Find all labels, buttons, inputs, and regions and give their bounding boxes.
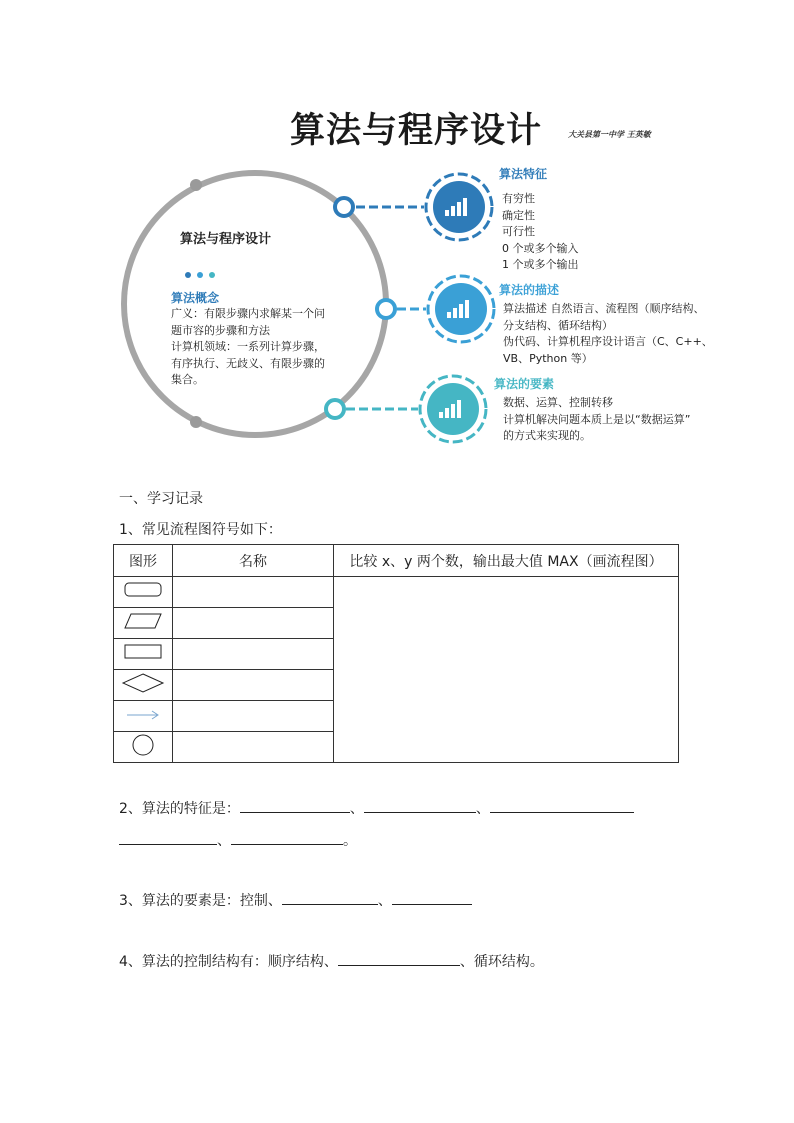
description-line: VB、Python 等） <box>503 351 593 365</box>
question-2 <box>119 798 634 818</box>
arrow-icon <box>123 705 163 723</box>
separator: 、 <box>349 801 364 817</box>
description-list <box>503 301 713 367</box>
elements-title: 算法的要素 <box>494 377 555 391</box>
dot-2 <box>197 272 203 278</box>
answer-blank[interactable] <box>490 798 634 813</box>
center-title: 算法与程序设计 <box>180 232 272 247</box>
answer-blank[interactable] <box>231 830 343 845</box>
flowchart-drawing-area[interactable] <box>334 577 679 763</box>
separator: 、 <box>475 801 490 817</box>
table-row <box>114 577 679 608</box>
concept-title: 算法概念 <box>171 291 220 305</box>
symbol-cell <box>114 577 173 608</box>
description-line: 算法描述 自然语言、流程图（顺序结构、 <box>503 302 705 315</box>
header-drawing: 比较 x、y 两个数，输出最大值 MAX（画流程图） <box>334 545 679 577</box>
concept-line: 计算机领域：一系列计算步骤， <box>171 340 325 353</box>
name-input-cell[interactable] <box>173 608 334 639</box>
table-header-row <box>114 545 679 577</box>
rectangle-icon <box>123 643 163 661</box>
description-line: 伪代码、计算机程序设计语言（C、C++、 <box>503 335 713 348</box>
question-4-suffix: 、循环结构。 <box>459 954 544 970</box>
ring-dot-bottom <box>190 416 202 428</box>
period: 。 <box>343 833 357 849</box>
concept-line: 广义：有限步骤内求解某一个问 <box>171 307 325 320</box>
elements-line: 计算机解决问题本质上是以“数据运算” <box>503 412 691 426</box>
elements-line: 数据、运算、控制转移 <box>503 396 613 409</box>
concept-text <box>171 306 351 389</box>
page-title: 算法与程序设计 <box>290 111 543 151</box>
question-2-prefix: 2、算法的特征是： <box>119 801 240 817</box>
separator: 、 <box>217 833 231 849</box>
name-input-cell[interactable] <box>173 639 334 670</box>
question-3-prefix: 3、算法的要素是：控制、 <box>119 893 282 909</box>
description-line: 分支结构、循环结构） <box>503 318 613 332</box>
question-1: 1、常见流程图符号如下： <box>119 522 282 538</box>
node-description <box>377 300 395 318</box>
answer-blank[interactable] <box>240 798 350 813</box>
separator: 、 <box>377 893 392 909</box>
mindmap-graphic <box>0 0 794 460</box>
dot-1 <box>185 272 191 278</box>
node-features <box>335 198 353 216</box>
parallelogram-icon <box>123 612 163 630</box>
question-3 <box>119 890 472 910</box>
symbol-cell <box>114 639 173 670</box>
name-input-cell[interactable] <box>173 732 334 763</box>
rounded-rectangle-icon <box>123 581 163 599</box>
dot-3 <box>209 272 215 278</box>
concept-line: 题市容的步骤和方法 <box>171 323 270 337</box>
node-elements <box>326 400 344 418</box>
ring-dot-top <box>190 179 202 191</box>
author-line: 大关县第一中学 王英敏 <box>568 129 651 139</box>
flowchart-symbol-table <box>113 544 679 763</box>
answer-blank[interactable] <box>282 890 378 905</box>
header-shape: 图形 <box>114 545 173 577</box>
features-item: 可行性 <box>502 225 535 238</box>
answer-blank[interactable] <box>119 830 217 845</box>
concept-line: 有序执行、无歧义、有限步骤的 <box>171 356 325 370</box>
features-item: 有穷性 <box>502 192 535 205</box>
circle-icon <box>128 733 158 757</box>
answer-blank[interactable] <box>364 798 476 813</box>
answer-blank[interactable] <box>392 890 472 905</box>
name-input-cell[interactable] <box>173 701 334 732</box>
symbol-cell <box>114 701 173 732</box>
section-heading: 一、学习记录 <box>119 491 203 507</box>
elements-list <box>503 395 690 445</box>
features-item: 1 个或多个输出 <box>502 258 579 271</box>
features-title: 算法特征 <box>499 167 548 181</box>
elements-line: 的方式来实现的。 <box>503 429 591 442</box>
features-item: 0 个或多个输入 <box>502 241 579 255</box>
features-list <box>502 191 579 274</box>
name-input-cell[interactable] <box>173 670 334 701</box>
symbol-cell <box>114 732 173 763</box>
question-2-continued <box>119 830 357 850</box>
header-name: 名称 <box>173 545 334 577</box>
features-item: 确定性 <box>502 208 535 222</box>
description-title: 算法的描述 <box>499 283 560 297</box>
answer-blank[interactable] <box>338 951 460 966</box>
question-4-prefix: 4、算法的控制结构有：顺序结构、 <box>119 954 338 970</box>
symbol-cell <box>114 608 173 639</box>
question-4 <box>119 951 544 971</box>
name-input-cell[interactable] <box>173 577 334 608</box>
concept-line: 集合。 <box>171 373 204 386</box>
diamond-icon <box>121 673 165 693</box>
symbol-cell <box>114 670 173 701</box>
